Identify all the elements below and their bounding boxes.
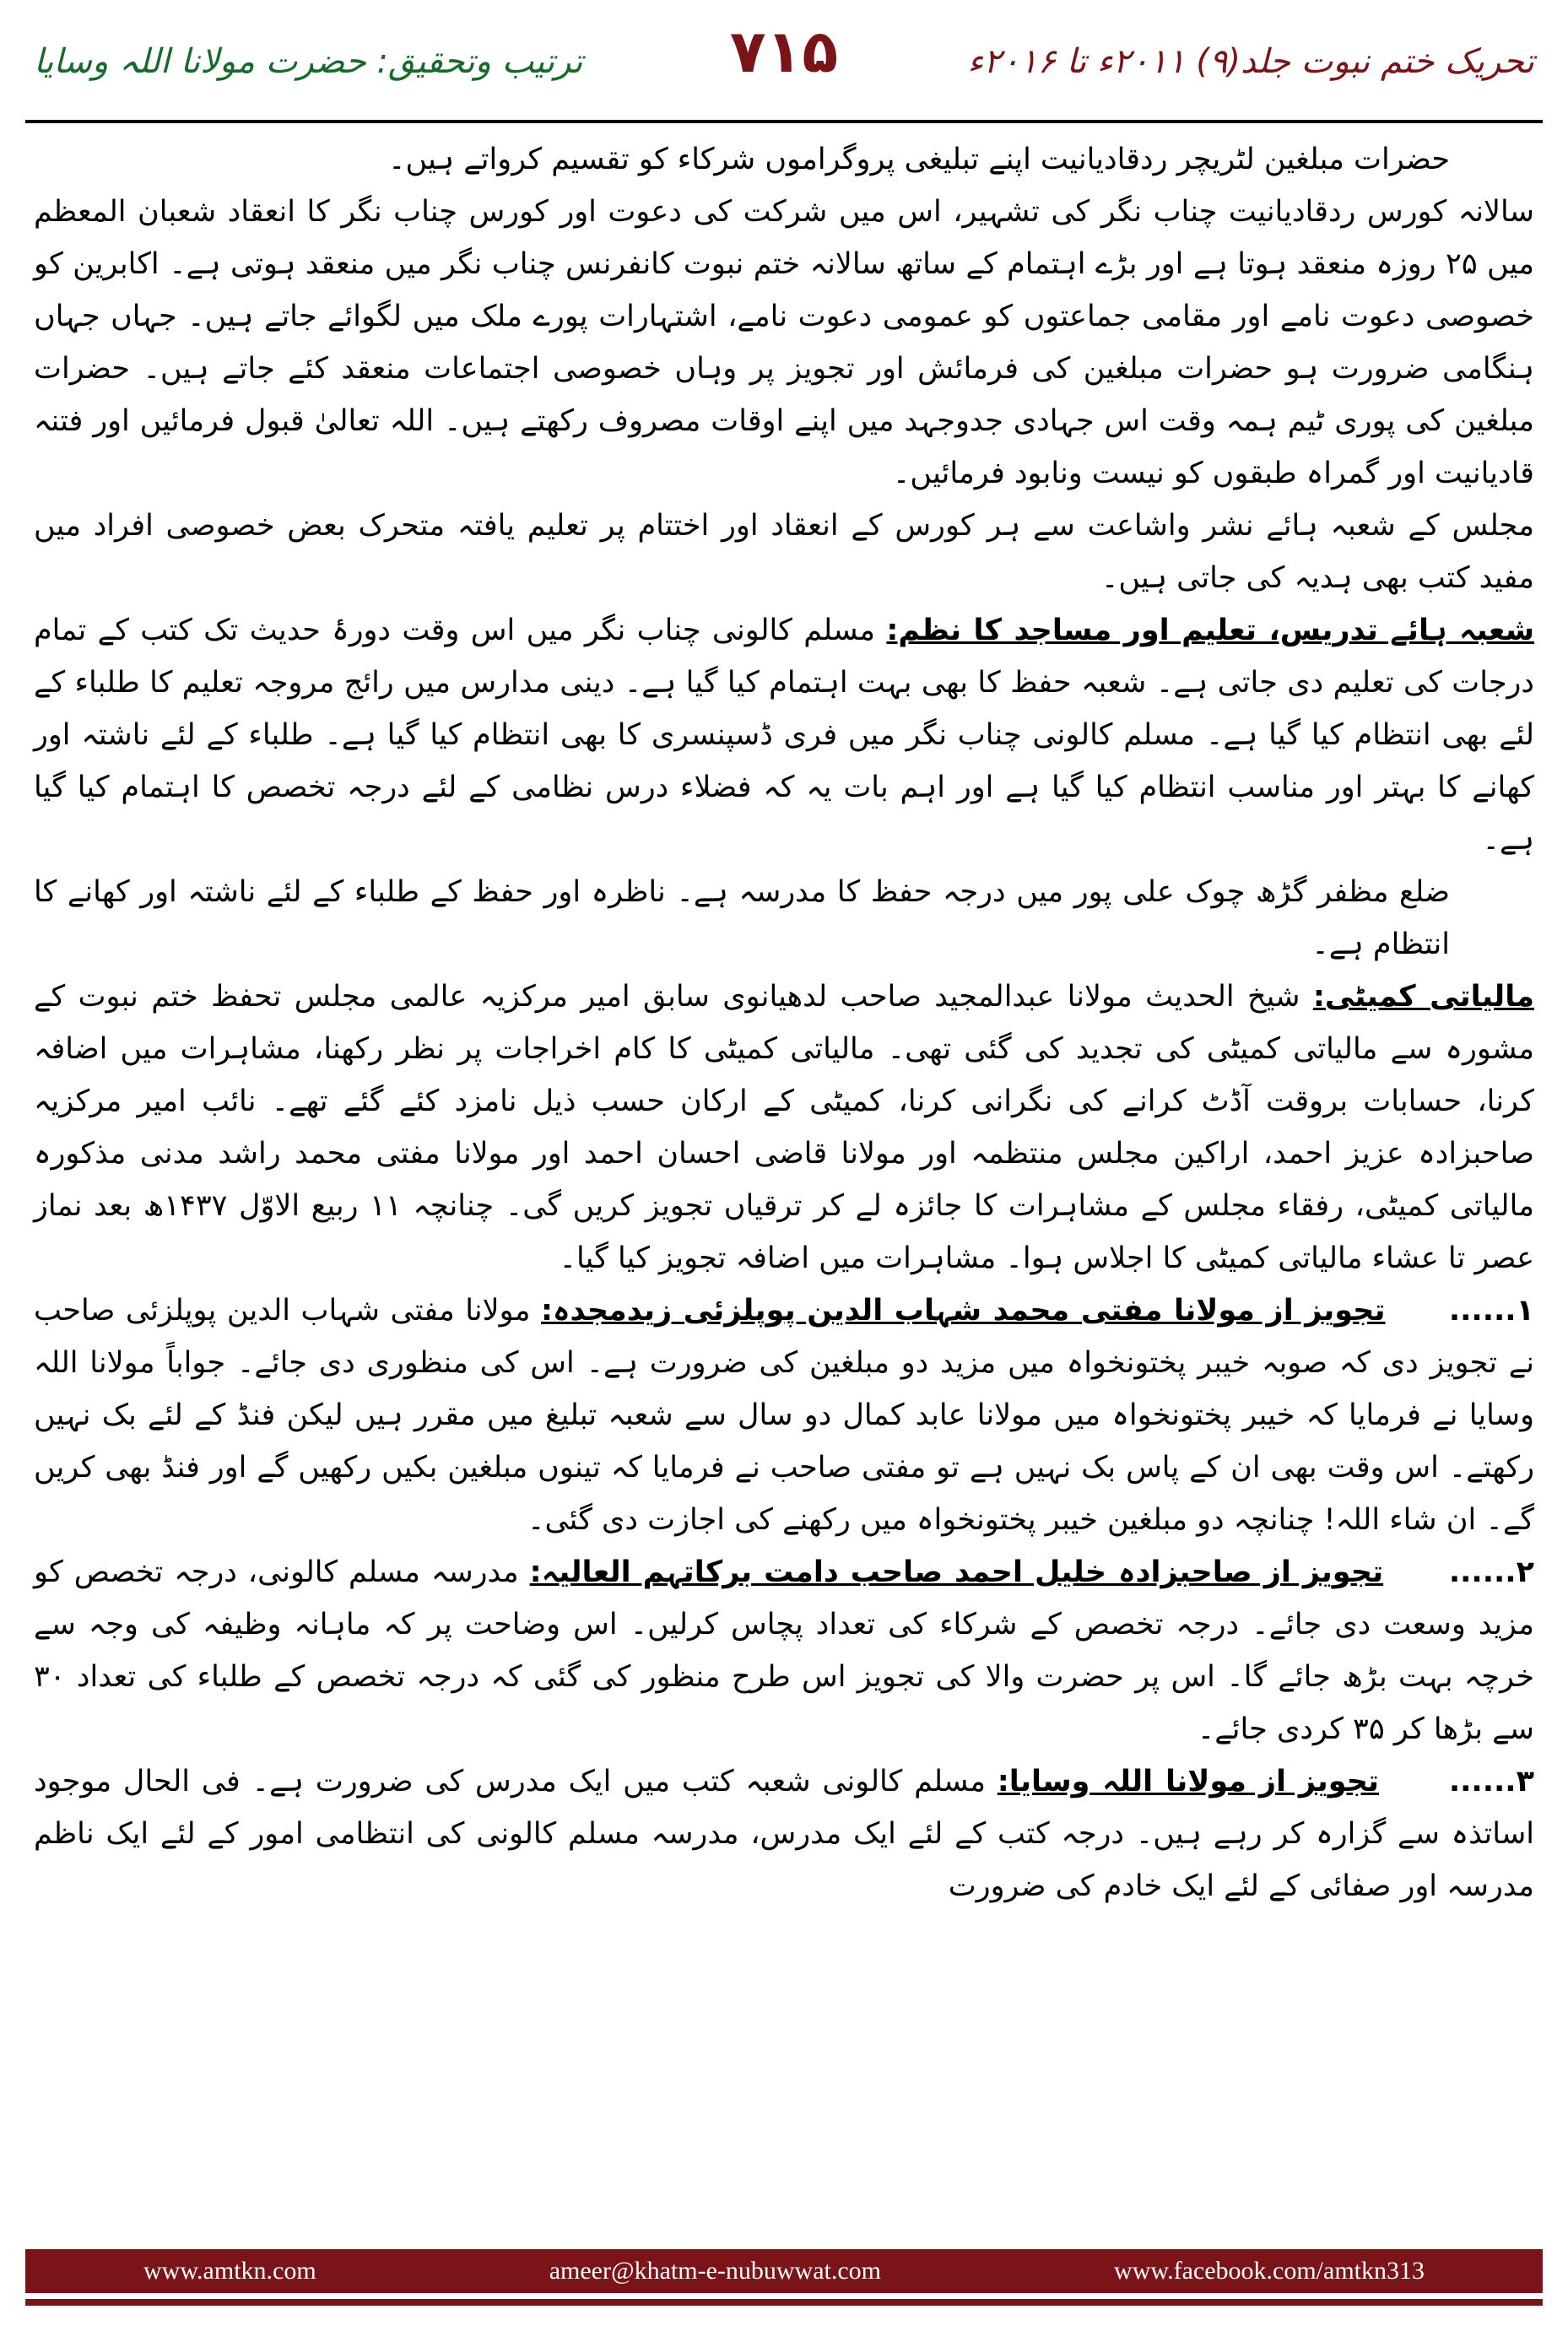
proposal-number: ۳...... (1448, 1765, 1534, 1798)
paragraph: سالانہ کورس ردقادیانیت چناب نگر کی تشہیر، اس میں شرکت کی دعوت اور کورس چناب نگر کا انعقاد شعبان المعظم میں ۲۵ روزہ منعقد ہوتا ہے اور بڑے اہتمام کے ساتھ سالانہ ختم نبوت کانفرنس چناب نگر میں منعقد ہوتی ہے۔ اکابرین کو خصوصی دعوت نامے اور مقامی جماعتوں کو عمومی دعوت نامے، اشتہارات پورے ملک میں لگوائے جاتے ہیں۔ جہاں جہاں ہنگامی ضرورت ہو حضرات مبلغین کی فرمائش اور تجویز پر وہاں خصوصی اجتماعات منعقد کئے جاتے ہیں۔ حضرات مبلغین کی پوری ٹیم ہمہ وقت اس جہادی جدوجہد میں اپنے اوقات مصروف رکھتے ہیں۔ اللہ تعالیٰ قبول فرمائیں اور فتنہ قادیانیت اور گمراہ طبقوں کو نیست ونابود فرمائیں۔ (34, 195, 1535, 490)
finance-section (34, 971, 1534, 1285)
page-number: ۷۱۵ (729, 17, 839, 86)
website-link[interactable]: www.amtkn.com (143, 2257, 316, 2285)
facebook-link[interactable]: www.facebook.com/amtkn313 (1114, 2257, 1425, 2285)
proposal-item (34, 1285, 1534, 1546)
proposal-number: ۱...... (1448, 1294, 1534, 1328)
paragraph: مجلس کے شعبہ ہائے نشر واشاعت سے ہر کورس کے انعقاد اور اختتام پر تعلیم یافتہ متحرک بعض خصوصی افراد میں مفید کتب بھی ہدیہ کی جاتی ہیں۔ (34, 509, 1534, 595)
proposal-text: مولانا مفتی شہاب الدین پوپلزئی صاحب نے تجویز دی کہ صوبہ خیبر پختونخواہ میں مزید دو مبلغین کی ضرورت ہے۔ اس کی منظوری دی جائے۔ جواباً مولانا اللہ وسایا نے فرمایا کہ خیبر پختونخواہ میں مولانا عابد کمال دو سال سے شعبہ تبلیغ میں مقرر ہیں لیکن فنڈ کے لئے بک نہیں رکھتے۔ اس وقت بھی ان کے پاس بک نہیں ہے تو مفتی صاحب نے فرمایا کہ تینوں مبلغین بکیں رکھیں گے اور فنڈ بھی کریں گے۔ ان شاء اللہ! چنانچہ دو مبلغین خیبر پختونخواہ میں رکھنے کی اجازت دی گئی۔ (34, 1294, 1535, 1537)
section-heading: شعبہ ہائے تدریس، تعلیم اور مساجد کا نظم: (886, 614, 1534, 647)
footer-divider (25, 2299, 1543, 2306)
page-header (34, 17, 1534, 118)
proposal-text: مسلم کالونی شعبہ کتب میں ایک مدرس کی ضرورت ہے۔ فی الحال موجود اساتذہ سے گزارہ کر رہے ہیں۔ درجہ کتب کے لئے ایک مدرس، مدرسہ مسلم کالونی کی انتظامی امور کے لئے ایک ناظم مدرسہ اور صفائی کے لئے ایک خادم کی ضرورت (34, 1765, 1534, 1903)
compiler-credit: ترتیب وتحقیق: حضرت مولانا اللہ وسایا (34, 42, 583, 81)
proposal-number: ۲...... (1448, 1555, 1534, 1589)
paragraph: ضلع مظفر گڑھ چوک علی پور میں درجہ حفظ کا مدرسہ ہے۔ ناظرہ اور حفظ کے طلباء کے لئے ناشتہ اور کھانے کا انتظام ہے۔ (34, 875, 1450, 961)
proposal-item (34, 1546, 1534, 1755)
proposal-heading: تجویز از مولانا مفتی محمد شہاب الدین پوپلزئی زیدمجدہ: (541, 1294, 1386, 1328)
page-body (34, 133, 1534, 1912)
paragraph: حضرات مبلغین لٹریچر ردقادیانیت اپنے تبلیغی پروگراموں شرکاء کو تقسیم کرواتے ہیں۔ (387, 143, 1450, 176)
education-section (34, 604, 1534, 866)
header-divider (25, 120, 1543, 123)
page-footer (25, 2249, 1543, 2293)
email-link[interactable]: ameer@khatm-e-nubuwwat.com (549, 2257, 882, 2285)
section-text: مسلم کالونی چناب نگر میں اس وقت دورۂ حدیث تک کتب کے تمام درجات کی تعلیم دی جاتی ہے۔ شعبہ حفظ کا بھی بہت اہتمام کیا گیا ہے۔ دینی مدارس میں رائج مروجہ تعلیم کا طلباء کے لئے بھی انتظام کیا گیا ہے۔ مسلم کالونی چناب نگر میں فری ڈسپنسری کا بھی انتظام کیا گیا ہے۔ طلباء کے لئے ناشتہ اور کھانے کا بہتر اور مناسب انتظام کیا گیا ہے اور اہم بات یہ کہ فضلاء درس نظامی کے لئے درجہ تخصص کا اہتمام کیا گیا ہے۔ (34, 614, 1534, 857)
proposal-item (34, 1755, 1534, 1912)
section-text: شیخ الحدیث مولانا عبدالمجید صاحب لدھیانوی سابق امیر مرکزیہ عالمی مجلس تحفظ ختم نبوت کے مشورہ سے مالیاتی کمیٹی کی تجدید کی گئی تھی۔ مالیاتی کمیٹی کا کام اخراجات پر نظر رکھنا، مشاہرات میں اضافہ کرنا، حسابات بروقت آڈٹ کرانے کی نگرانی کرنا، کمیٹی کے ارکان حسب ذیل نامزد کئے گئے تھے۔ نائب امیر مرکزیہ صاحبزادہ عزیز احمد، اراکین مجلس منتظمہ اور مولانا قاضی احسان احمد اور مولانا مفتی محمد راشد مدنی مذکورہ مالیاتی کمیٹی، رفقاء مجلس کے مشاہرات کا جائزہ لے کر ترقیاں تجویز کریں گی۔ چنانچہ ۱۱ ربیع الاوّل ۱۴۳۷ھ بعد نماز عصر تا عشاء مالیاتی کمیٹی کا اجلاس ہوا۔ مشاہرات میں اضافہ تجویز کیا گیا۔ (34, 980, 1535, 1275)
book-title: تحریک ختم نبوت جلد(۹) ۲۰۱۱ء تا ۲۰۱۶ء (967, 42, 1534, 81)
proposal-heading: تجویز از صاحبزادہ خلیل احمد صاحب دامت برکاتہم العالیہ: (529, 1555, 1384, 1589)
proposal-heading: تجویز از مولانا اللہ وسایا: (997, 1765, 1380, 1798)
section-heading: مالیاتی کمیٹی: (1312, 980, 1535, 1014)
proposal-text: مدرسہ مسلم کالونی، درجہ تخصص کو مزید وسعت دی جائے۔ درجہ تخصص کے شرکاء کی تعداد پچاس کرلیں۔ اس وضاحت پر کہ ماہانہ وظیفہ کی وجہ سے خرچہ بہت بڑھ جائے گا۔ اس پر حضرت والا کی تجویز اس طرح منظور کی گئی کہ درجہ تخصص کے طلباء کی تعداد ۳۰ سے بڑھا کر ۳۵ کردی جائے۔ (34, 1555, 1534, 1746)
